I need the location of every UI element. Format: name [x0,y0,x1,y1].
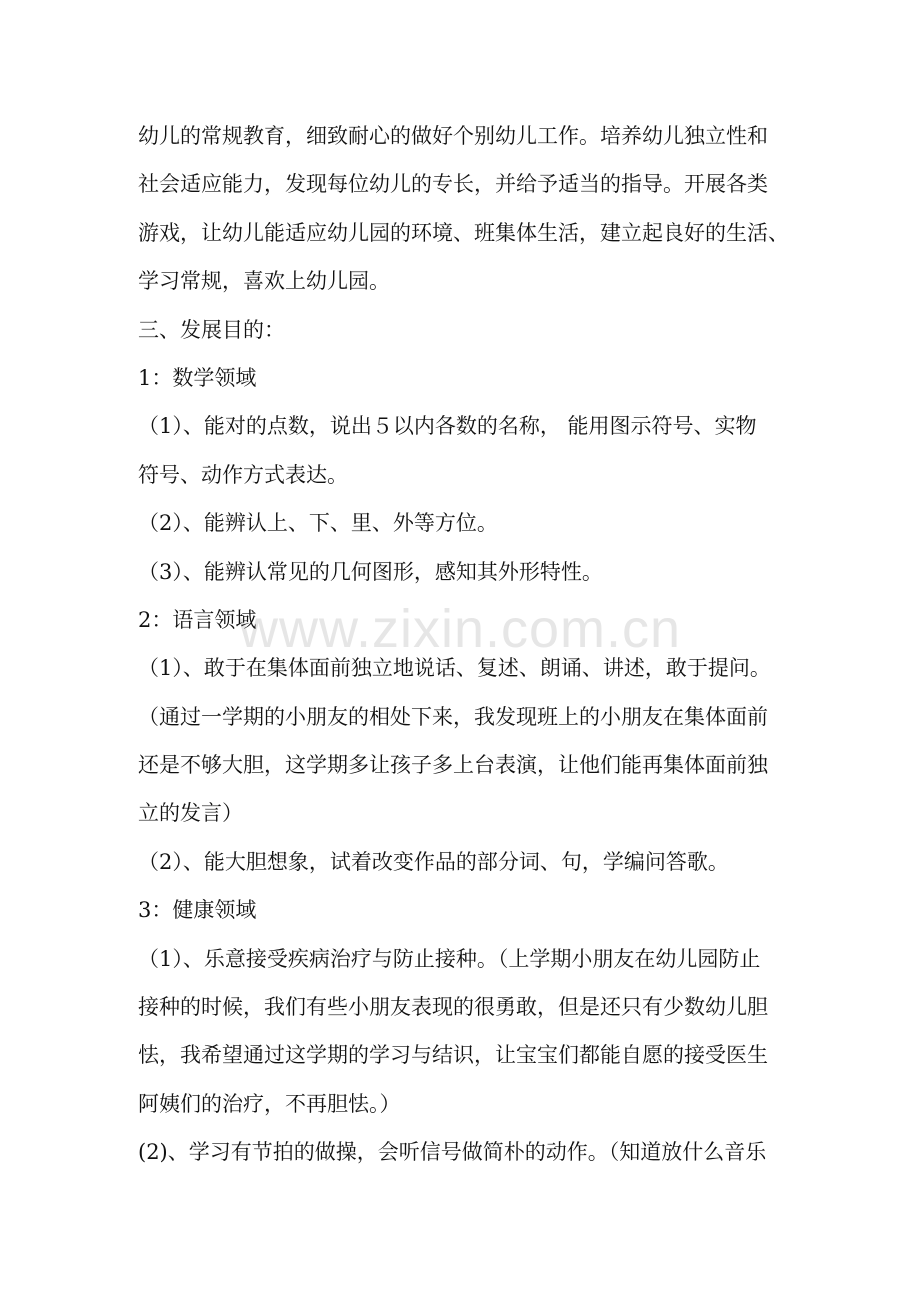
text-line: （通过一学期的小朋友的相处下来，我发现班上的小朋友在集体面前 [138,704,768,729]
text-line: （2）、能大胆想象，试着改变作品的部分词、句，学编问答歌。 [138,849,729,874]
subsection-heading: 3：健康领域 [138,898,257,923]
subsection-heading: 1：数学领域 [138,365,257,390]
text-line: (2)、学习有节拍的做操，会听信号做简朴的动作。（知道放什么音乐 [138,1140,767,1165]
text-line: 符号、动作方式表达。 [138,462,348,487]
section-heading: 三、发展目的： [138,317,285,342]
text-line: 接种的时候，我们有些小朋友表现的很勇敢，但是还只有少数幼儿胆 [138,995,768,1020]
text-line: 阿姨们的治疗，不再胆怯。） [138,1091,401,1116]
text-line: 社会适应能力，发现每位幼儿的专长，并给予适当的指导。开展各类 [138,172,768,197]
text-line: （1）、敢于在集体面前独立地说话、复述、朗诵、讲述，敢于提问。 [138,656,771,681]
text-line: 幼儿的常规教育，细致耐心的做好个别幼儿工作。培养幼儿独立性和 [138,124,768,148]
document-body [138,112,788,1177]
text-line: 还是不够大胆，这学期多让孩子多上台表演，让他们能再集体面前独 [138,753,768,778]
text-line: 学习常规，喜欢上幼儿园。 [138,269,390,294]
text-line: 怯，我希望通过这学期的学习与结识，让宝宝们都能自愿的接受医生 [138,1043,768,1068]
text-line: （2）、能辨认上、下、里、外等方位。 [138,511,498,536]
text-line: （1）、乐意接受疾病治疗与防止接种。（上学期小朋友在幼儿园防止 [138,946,761,971]
text-line: 立的发言） [138,801,243,826]
text-line: 游戏，让幼儿能适应幼儿园的环境、班集体生活，建立起良好的生活、 [138,220,789,245]
text-line: （1）、能对的点数，说出５以内各数的名称， 能用图示符号、实物 [138,414,757,439]
subsection-heading: 2：语言领域 [138,607,257,632]
text-line: （3）、能辨认常见的几何图形，感知其外形特性。 [138,559,603,584]
watermark: www.zixin.com.cn [238,599,682,659]
